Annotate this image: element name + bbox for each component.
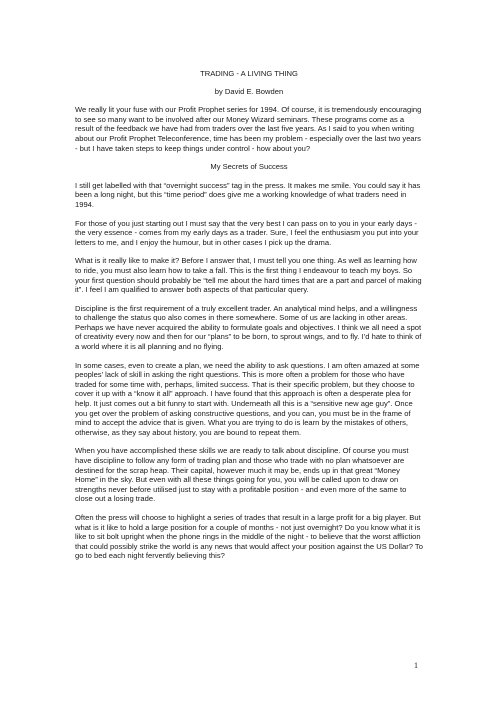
document-body — [75, 69, 423, 570]
body-paragraph: When you have accomplished these skills we are ready to talk about discipline. Of course you must have discipline to follow any form of trading plan and those who trade with no plan whatsoever are destined for the scrap heap. Their capital, however much it may be, ends up in that great “Money Home” in the sky. But even with all these things going for you, you will be called upon to draw on strengths never before utilised just to stay with a profitable position - and even more of the same to close out a losing trade. — [75, 446, 409, 504]
body-paragraph: I still get labelled with that “overnight success” tag in the press. It makes me smile. You could say it has been a long night, but this “time period” does give me a working knowledge of what traders need in 1994. — [75, 180, 421, 209]
body-paragraph: In some cases, even to create a plan, we need the ability to ask questions. I am often amazed at some peoples’ lack of skill in asking the right questions. This is more often a problem for those who have traded for some time with, perhaps, limited success. That is their specific problem, but they choose to cover it up with a “know it all” approach. I have found that this approach is often a desperate plea for help. It just comes out a bit funny to start with. Underneath all this is a “sensitive new age guy”. Once you get over the problem of asking constructive questions, and you can, you must be in the frame of mind to accept the advice that is given. What you are trying to do is learn by the mistakes of others, otherwise, as they say about history, you are bound to repeat them. — [75, 360, 420, 437]
document-author: by David E. Bowden — [214, 86, 284, 96]
body-paragraph: Discipline is the first requirement of a truly excellent trader. An analytical mind helps, and a willingness to challenge the status quo also comes in there somewhere. Some of us are lacking in other areas. Perhaps we have never acquired the ability to formulate goals and objectives. I think we all need a spot of creativity every now and then for our “plans” to be born, to sprout wings, and to fly. I’d hate to think of a world where it is all planning and no flying. — [75, 303, 422, 352]
section-heading: My Secrets of Success — [210, 162, 288, 172]
body-paragraph: What is it really like to make it? Before I answer that, I must tell you one thing. As well as learning how to ride, you must also learn how to take a fall. This is the first thing I endeavour to teach my boys. So your first question should probably be “tell me about the hard times that are a part and parcel of making it”. I feel I am qualified to answer both aspects of that particular query. — [75, 256, 422, 295]
body-paragraph: For those of you just starting out I must say that the very best I can pass on to you in your early days - the very essence - comes from my early days as a trader. Sure, I feel the enthusiasm you put into your letters to me, and I enjoy the humour, but in other cases I pick up the drama. — [75, 218, 419, 247]
intro-paragraph: We really lit your fuse with our Profit Prophet series for 1994. Of course, it is tremendously encouraging to see so many want to be involved after our Money Wizard seminars. These programs come as a result of the feedback we have had from traders over the last five years. As I said to you when writing about our Profit Prophet Teleconference, time has been my problem - especially over the last two years - but I have taken steps to keep things under control - how about you? — [75, 105, 422, 153]
document-title: TRADING - A LIVING THING — [200, 69, 298, 78]
page-number: 1 — [414, 661, 418, 670]
body-paragraph: Often the press will choose to highlight a series of trades that result in a large profit for a big player. But what is it like to hold a large position for a couple of months - not just overnight? Do you know what it is like to sit bolt upright when the phone rings in the middle of the night - to believe that the worst affliction that could possibly strike the world is any news that would affect your position against the US Dollar? To go to bed each night fervently believing this? — [75, 512, 423, 561]
